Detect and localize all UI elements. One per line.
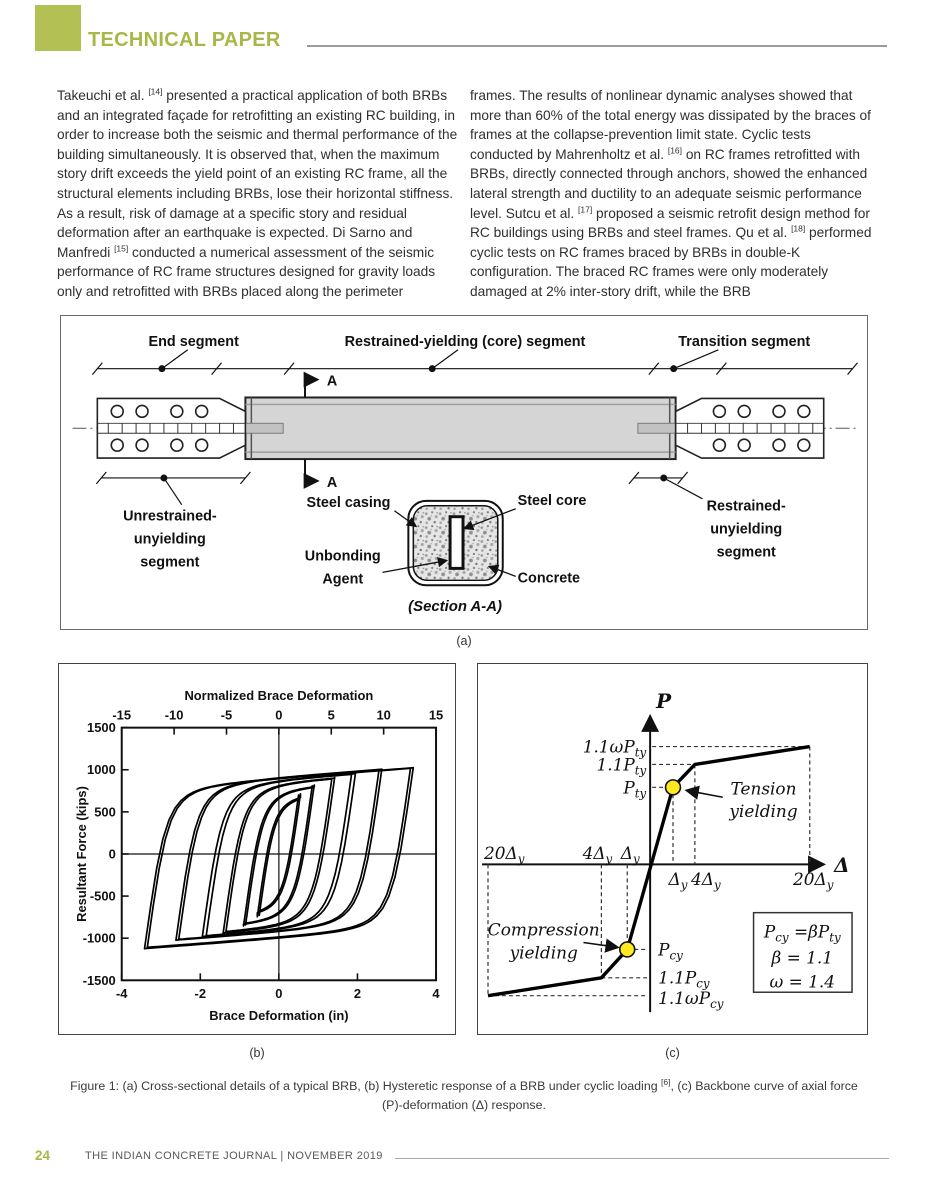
- body-column-right: frames. The results of nonlinear dynamic analyses showed that more than 60% of the total energy was dissipated by the braces of frames at the collapse-prevention limit state. Cyclic tests conducted by Mahrenholtz et al. [16] on RC frames retrofitted with BRBs, directly connected through anchors, showed the enhanced lateral strength and ductility to an adequate seismic performance level. Sutcu et al. [17] proposed a seismic retrofit design method for RC buildings using BRBs and steel frames. Qu et al. [18] performed cyclic tests on RC frames braced by BRBs in double-K configuration. The braced RC frames were only moderately damaged at 2% inter-story drift, while the BRB: [470, 88, 872, 299]
- reference-superscript: [15]: [114, 243, 129, 254]
- bottom-tick-label: -4: [115, 986, 128, 1002]
- label-20dy-left: $20\Delta_y$: [484, 842, 525, 866]
- section-a-a-drawing: [408, 501, 502, 585]
- restrained-label-line3: segment: [716, 544, 776, 561]
- figure-b-hysteresis-chart: [58, 663, 456, 1035]
- left-tick-label: -500: [89, 888, 116, 904]
- top-tick-label: -10: [164, 707, 184, 723]
- figure-caption: Figure 1: (a) Cross-sectional details of a typical BRB, (b) Hysteretic response of a BRB under cyclic loading [6], (c) Backbone curve of axial force (P)-deformation (Δ) response.: [70, 1076, 858, 1112]
- top-axis-title: Normalized Brace Deformation: [184, 687, 374, 703]
- section-a-a-title: (Section A-A): [408, 599, 502, 616]
- param-line2: β = 1.1: [771, 947, 834, 968]
- steel-casing-rect: [245, 397, 675, 459]
- left-tick-label: 0: [108, 846, 116, 862]
- reference-superscript: [18]: [791, 223, 806, 234]
- restrained-label-line1: Restrained-: [706, 498, 786, 515]
- unbonding-agent-label-line2: Agent: [322, 571, 364, 588]
- section-cut-A-bottom: [305, 459, 338, 491]
- left-tick-label: 500: [94, 804, 116, 820]
- core-end-tab: [245, 423, 283, 433]
- section-cut-A-top: [305, 374, 338, 398]
- compression-yielding-label-line2: yielding: [509, 942, 578, 963]
- y-axis-title: Resultant Force (kips): [73, 786, 89, 922]
- label-dy-left: $\Delta_y$: [620, 842, 640, 866]
- compression-yielding-label-line1: Compression: [487, 919, 600, 940]
- param-line1: $P_{cy} =\beta P_{ty}$: [763, 921, 841, 945]
- figure-b-sublabel: (b): [249, 1046, 265, 1060]
- page-title: TECHNICAL PAPER: [88, 29, 281, 51]
- left-tick-label: 1000: [87, 762, 116, 778]
- bottom-tick-label: 0: [275, 986, 283, 1002]
- left-end-plate: [97, 398, 245, 458]
- page-number: 24: [35, 1148, 51, 1163]
- restrained-label-line2: unyielding: [710, 521, 783, 538]
- dimension-dot: [158, 365, 165, 372]
- journal-footer-text: THE INDIAN CONCRETE JOURNAL | NOVEMBER 2019: [85, 1150, 383, 1162]
- left-tick-label: -1000: [82, 930, 116, 946]
- figure-a-brb-cross-section: [60, 315, 868, 630]
- figure-c-backbone-curve: [477, 663, 868, 1035]
- tension-yield-point: [666, 780, 681, 795]
- tension-yielding-label-line2: yielding: [729, 801, 798, 822]
- unbonding-agent-label-line1: Unbonding: [304, 548, 381, 565]
- label-4dy-right: $4\Delta_y$: [690, 868, 721, 892]
- tension-yielding-label-line1: Tension: [730, 778, 797, 799]
- steel-core-rect: [450, 517, 463, 569]
- right-end-plate: [676, 398, 824, 458]
- dimension-dot: [160, 474, 167, 481]
- top-tick-label: 15: [428, 707, 444, 723]
- label-1-1wPty: $1.1\omega P_{ty}$: [582, 736, 647, 760]
- top-tick-label: 0: [275, 707, 283, 723]
- concrete-label: Concrete: [517, 570, 581, 587]
- label-Pcy: $P_{cy}$: [658, 939, 683, 963]
- param-line3: ω = 1.4: [769, 971, 836, 992]
- unrestrained-label-line3: segment: [140, 554, 200, 571]
- reference-superscript: [16]: [667, 145, 683, 156]
- body-column-left: Takeuchi et al. [14] presented a practical application of both BRBs and an integrated façade for retrofitting an existing RC building, in order to increase both the seismic and thermal performance of the building simultaneously. It is observed that, when the maximum story drift exceeds the yield point of an existing RC frame, all the structural elements including BRBs, lose their horizontal stiffness. As a result, risk of damage at a specific story and residual deformation after an earthquake is expected. Di Sarno and Manfredi [15] conducted a numerical assessment of the seismic performance of RC frame structures designed for gravity loads only and retrofitted with BRBs placed along the perimeter: [57, 86, 458, 299]
- core-end-tab: [638, 423, 676, 433]
- reference-superscript: [17]: [578, 204, 593, 214]
- label-Pty: $P_{ty}$: [623, 777, 647, 801]
- cut-label-A: A: [326, 474, 338, 491]
- cut-label-A: A: [326, 373, 338, 390]
- top-tick-label: 10: [376, 707, 391, 723]
- dimension-dot: [670, 365, 677, 372]
- accent-square-logo: [35, 5, 81, 51]
- label-20dy-right: $20\Delta_y$: [793, 868, 834, 892]
- label-4dy-left: $4\Delta_y$: [582, 842, 613, 866]
- footer-rule: [395, 1158, 889, 1159]
- steel-core-label: Steel core: [517, 492, 587, 509]
- left-tick-label: -1500: [82, 972, 116, 988]
- label-1-1Pcy: $1.1P_{cy}$: [658, 967, 710, 991]
- delta-axis-label: Δ: [834, 852, 850, 877]
- header-rule: [307, 45, 887, 47]
- bottom-axis-title: Brace Deformation (in): [209, 1008, 349, 1024]
- top-dimension-line: [92, 350, 857, 375]
- unrestrained-label-line1: Unrestrained-: [123, 508, 217, 525]
- end-segment-label: End segment: [148, 333, 239, 350]
- reference-superscript: [6]: [661, 1076, 671, 1087]
- figure-a-sublabel: (a): [456, 634, 472, 648]
- label-1-1Pty: $1.1P_{ty}$: [596, 754, 647, 778]
- top-tick-label: 5: [327, 707, 335, 723]
- unrestrained-dimension: [96, 472, 250, 505]
- compression-yield-point: [620, 942, 635, 957]
- top-tick-label: -15: [112, 707, 132, 723]
- bottom-tick-label: -2: [194, 986, 207, 1002]
- label-1-1wPcy: $1.1\omega P_{cy}$: [658, 988, 724, 1012]
- core-segment-label: Restrained-yielding (core) segment: [344, 333, 586, 350]
- top-tick-label: -5: [220, 707, 233, 723]
- dimension-dot: [429, 365, 436, 372]
- transition-segment-label: Transition segment: [678, 333, 811, 350]
- steel-casing-label: Steel casing: [306, 494, 391, 511]
- figure-c-sublabel: (c): [665, 1046, 680, 1060]
- dimension-dot: [660, 474, 667, 481]
- bottom-tick-label: 2: [353, 986, 362, 1002]
- label-dy-right: $\Delta_y$: [668, 868, 688, 892]
- left-tick-label: 1500: [87, 720, 116, 736]
- p-axis-label: P: [656, 688, 672, 713]
- brace-elevation-drawing: [73, 397, 856, 459]
- unrestrained-label-line2: unyielding: [133, 531, 206, 548]
- bottom-tick-label: 4: [432, 986, 440, 1002]
- reference-superscript: [14]: [148, 86, 163, 97]
